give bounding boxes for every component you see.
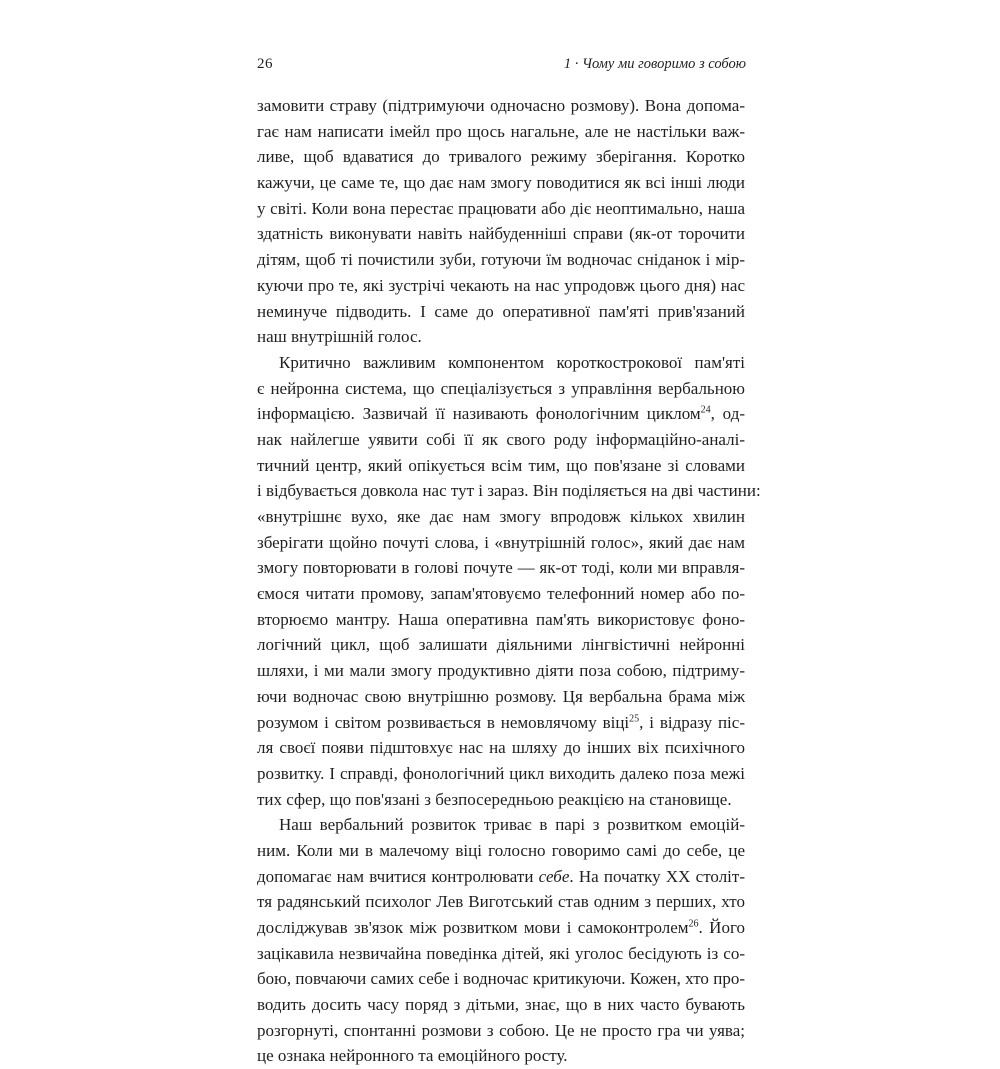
text-segment: , од- [710, 404, 746, 424]
footnote-ref-25: 25 [629, 712, 640, 724]
text-line: тичний центр, який опікується всім тим, що пов'язане зі словами [257, 455, 745, 475]
text-line: логічний цикл, щоб залишати діяльними лінгвістичні нейронні [257, 635, 745, 655]
text-line: здатність виконувати навіть найбуденніші справи (як-от торочити [257, 224, 745, 244]
text-line: є нейронна система, що спеціалізується з управління вербальною [257, 378, 745, 398]
paragraph-2 [257, 350, 761, 812]
text-line: ля своєї появи підштовхує нас на шляху до інших віх психічного [257, 738, 745, 758]
text-line: наш внутрішній голос. [257, 327, 422, 347]
text-line: нак найлегше уявити собі її як свого роду інформаційно-аналі- [257, 429, 745, 449]
text-segment: , і відразу піс- [639, 712, 745, 732]
page-number: 26 [257, 56, 273, 72]
text-segment: . На початку XX століт- [569, 866, 745, 886]
text-line: ючи водночас свою внутрішню розмову. Ця вербальна брама між [257, 686, 745, 706]
text-line: Наш вербальний розвиток триває в парі з розвитком емоцій- [279, 815, 745, 835]
text-line: водить досить часу поряд з дітьми, знає, що в них часто бувають [257, 995, 745, 1015]
text-line-with-emphasis [257, 864, 745, 890]
text-segment: інформацією. Зазвичай її називають фонологічним циклом [257, 404, 701, 424]
text-line: бою, повчаючи самих себе і водночас критикуючи. Кожен, хто про- [257, 969, 745, 989]
text-line: дітям, щоб ті почистили зуби, готуючи їм водночас сніданок і мір- [257, 250, 745, 270]
paragraph-1 [257, 93, 745, 350]
text-line-with-footnote [257, 710, 745, 736]
text-line: шляхи, і ми мали змогу продуктивно діяти поза собою, підтриму- [257, 661, 745, 681]
footnote-ref-24: 24 [700, 404, 711, 416]
text-line: ним. Коли ми в малечому віці голосно говоримо самі до себе, це [257, 840, 745, 860]
text-line: «внутрішнє вухо, яке дає нам змогу впродовж кількох хвилин [257, 507, 745, 526]
text-line: Критично важливим компонентом короткострокової пам'яті [279, 352, 745, 372]
text-line: ливе, щоб вдаватися до тривалого режиму зберігання. Коротко [257, 147, 745, 167]
text-line: зацікавила незвичайна поведінка дітей, які уголос бесідують із со- [257, 943, 745, 963]
text-line-with-footnote [257, 401, 745, 427]
text-line: кажучи, це саме те, що дає нам змогу поводитися як всі інші люди [257, 173, 745, 193]
text-line: змогу повторювати в голові почуте — як-от тоді, коли ми вправля- [257, 558, 745, 578]
paragraph-3 [257, 812, 745, 1069]
footnote-ref-26: 26 [688, 918, 699, 930]
text-line: тя радянський психолог Лев Виготський став одним з перших, хто [257, 892, 745, 912]
text-line: ємося читати промову, запам'ятовуємо телефонний номер або по- [257, 584, 745, 604]
text-line: вторюємо мантру. Наша оперативна пам'ять використовує фоно- [257, 609, 745, 629]
text-line-with-footnote [257, 915, 745, 941]
text-line: неминуче підводить. І саме до оперативної пам'яті прив'язаний [257, 301, 745, 321]
text-segment: досліджував зв'язок між розвитком мови і самоконтролем [257, 918, 689, 937]
text-line: зберігати щойно почуті слова, і «внутрішній голос», який дає нам [257, 532, 745, 552]
running-head: 1 · Чому ми говоримо з собою [563, 56, 746, 72]
text-line: і відбувається довкола нас тут і зараз. Він поділяється на дві частини: [257, 481, 761, 501]
text-line: куючи про те, які зустрічі чекають на нас упродовж цього дня) нас [257, 275, 745, 295]
text-line: розгорнуті, спонтанні розмови з собою. Це не просто гра чи уява; [257, 1020, 745, 1040]
text-line: це ознака нейронного та емоційного росту. [257, 1046, 568, 1066]
text-line: у світі. Коли вона перестає працювати або діє неоптимально, наша [257, 198, 745, 218]
text-segment: . Його [698, 918, 746, 937]
text-line: замовити страву (підтримуючи одночасно розмову). Вона допома- [257, 96, 745, 115]
text-segment: розумом і світом розвивається в немовлячому віці [257, 712, 630, 732]
text-segment: допомагає нам вчитися контролювати [257, 866, 539, 886]
text-line: розвитку. І справді, фонологічний цикл виходить далеко поза межі [257, 763, 745, 783]
text-line: гає нам написати імейл про щось нагальне, але не настільки важ- [257, 121, 745, 141]
text-line: тих сфер, що пов'язані з безпосередньою реакцією на становище. [257, 789, 732, 809]
body-text [257, 93, 761, 1069]
emphasis-text: себе [538, 866, 570, 886]
